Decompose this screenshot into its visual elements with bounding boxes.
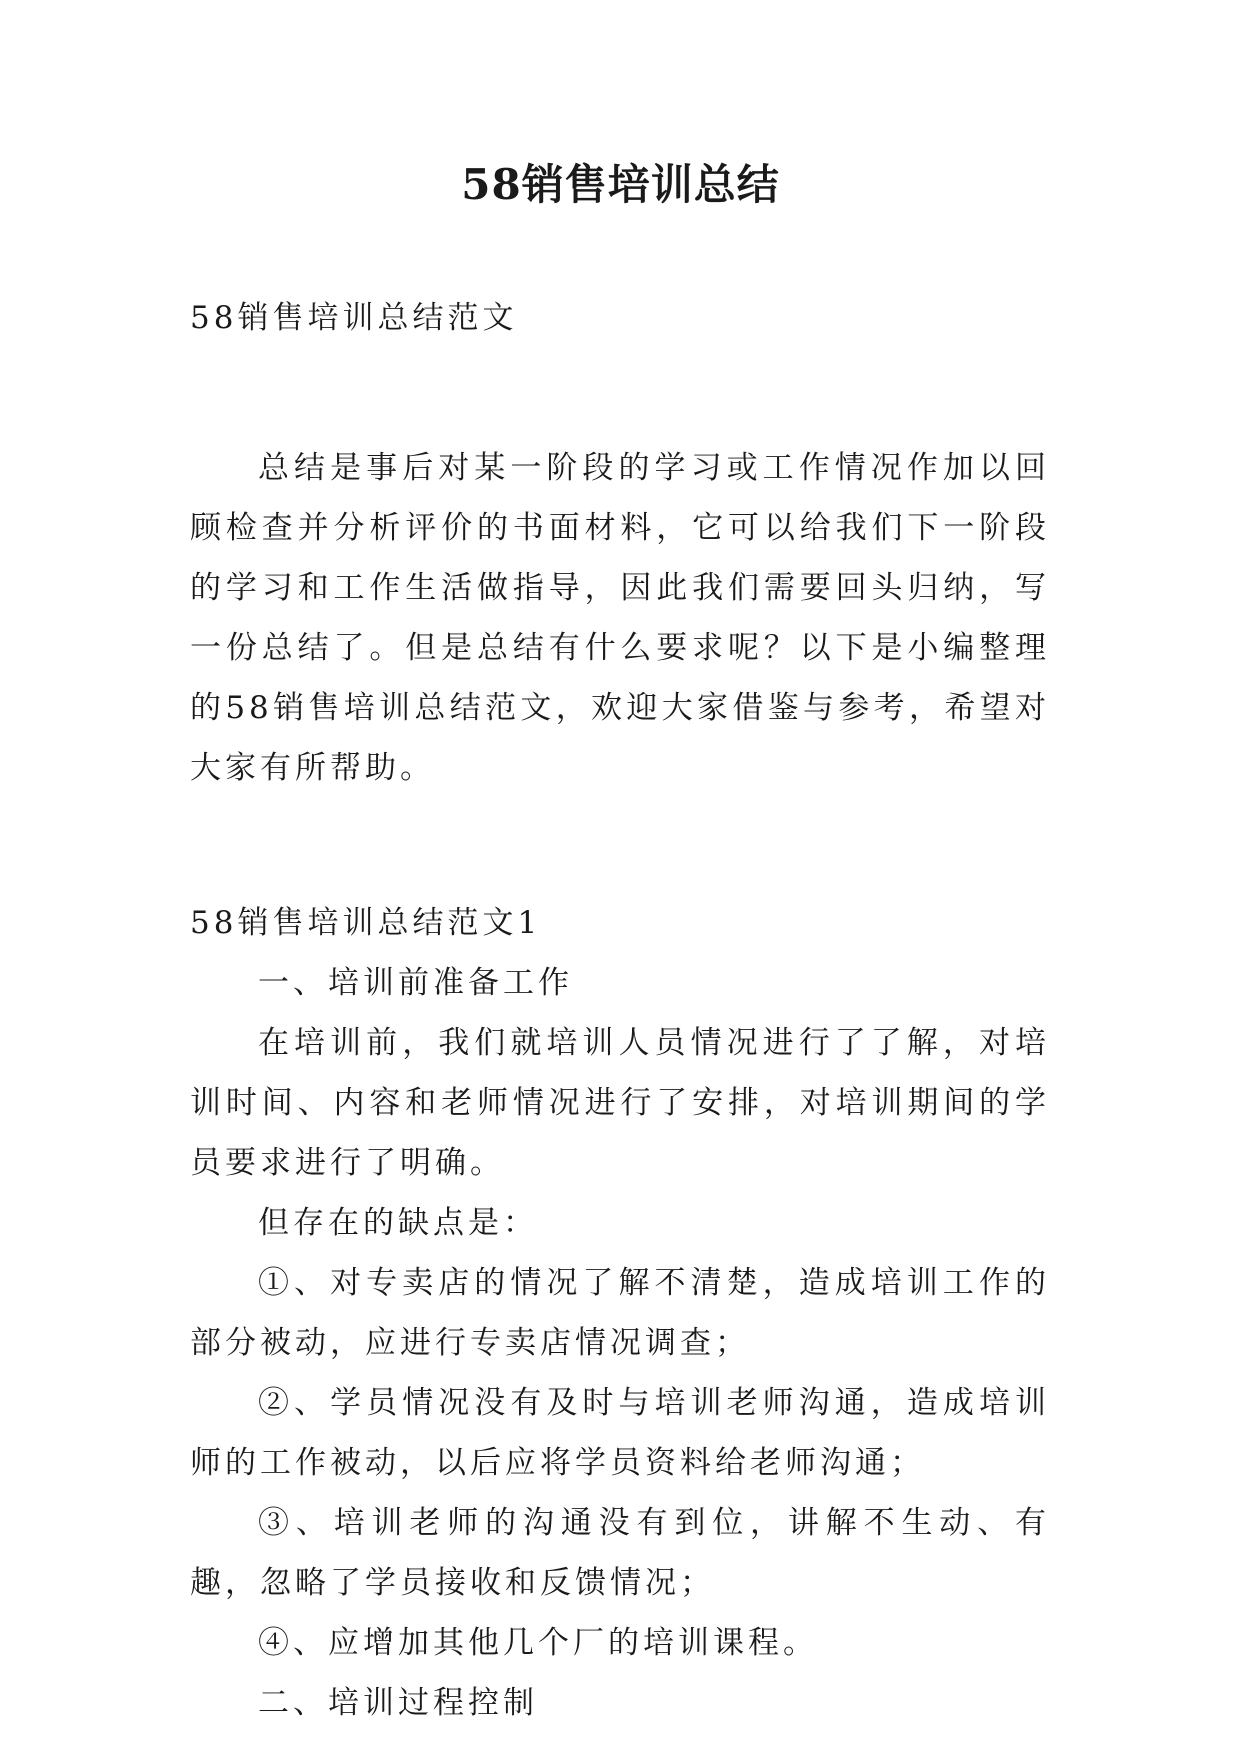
document-title: 58销售培训总结 (461, 160, 780, 209)
section-subheading: 二、培训过程控制 (258, 1685, 538, 1721)
list-item: ④、应增加其他几个厂的培训课程。 (258, 1625, 818, 1661)
body-paragraph: 在培训前，我们就培训人员情况进行了了解，对培训时间、内容和老师情况进行了安排，对培训期间的学员要求进行了明确。 (190, 1025, 1050, 1181)
document-subtitle: 58销售培训总结范文 (190, 300, 518, 336)
list-item: ①、对专卖店的情况了解不清楚，造成培训工作的部分被动，应进行专卖店情况调查； (190, 1265, 1050, 1361)
section-heading: 58销售培训总结范文1 (190, 905, 542, 941)
list-item: ②、学员情况没有及时与培训老师沟通，造成培训师的工作被动，以后应将学员资料给老师沟通； (190, 1385, 1050, 1481)
body-paragraph: 但存在的缺点是： (258, 1205, 538, 1241)
list-item: ③、培训老师的沟通没有到位，讲解不生动、有趣，忽略了学员接收和反馈情况； (190, 1505, 1050, 1601)
section-subheading: 一、培训前准备工作 (258, 965, 573, 1001)
document-body (190, 288, 1050, 1733)
intro-paragraph: 总结是事后对某一阶段的学习或工作情况作加以回顾检查并分析评价的书面材料，它可以给我们下一阶段的学习和工作生活做指导，因此我们需要回头归纳，写一份总结了。但是总结有什么要求呢？以下是小编整理的58销售培训总结范文，欢迎大家借鉴与参考，希望对大家有所帮助。 (190, 450, 1050, 786)
